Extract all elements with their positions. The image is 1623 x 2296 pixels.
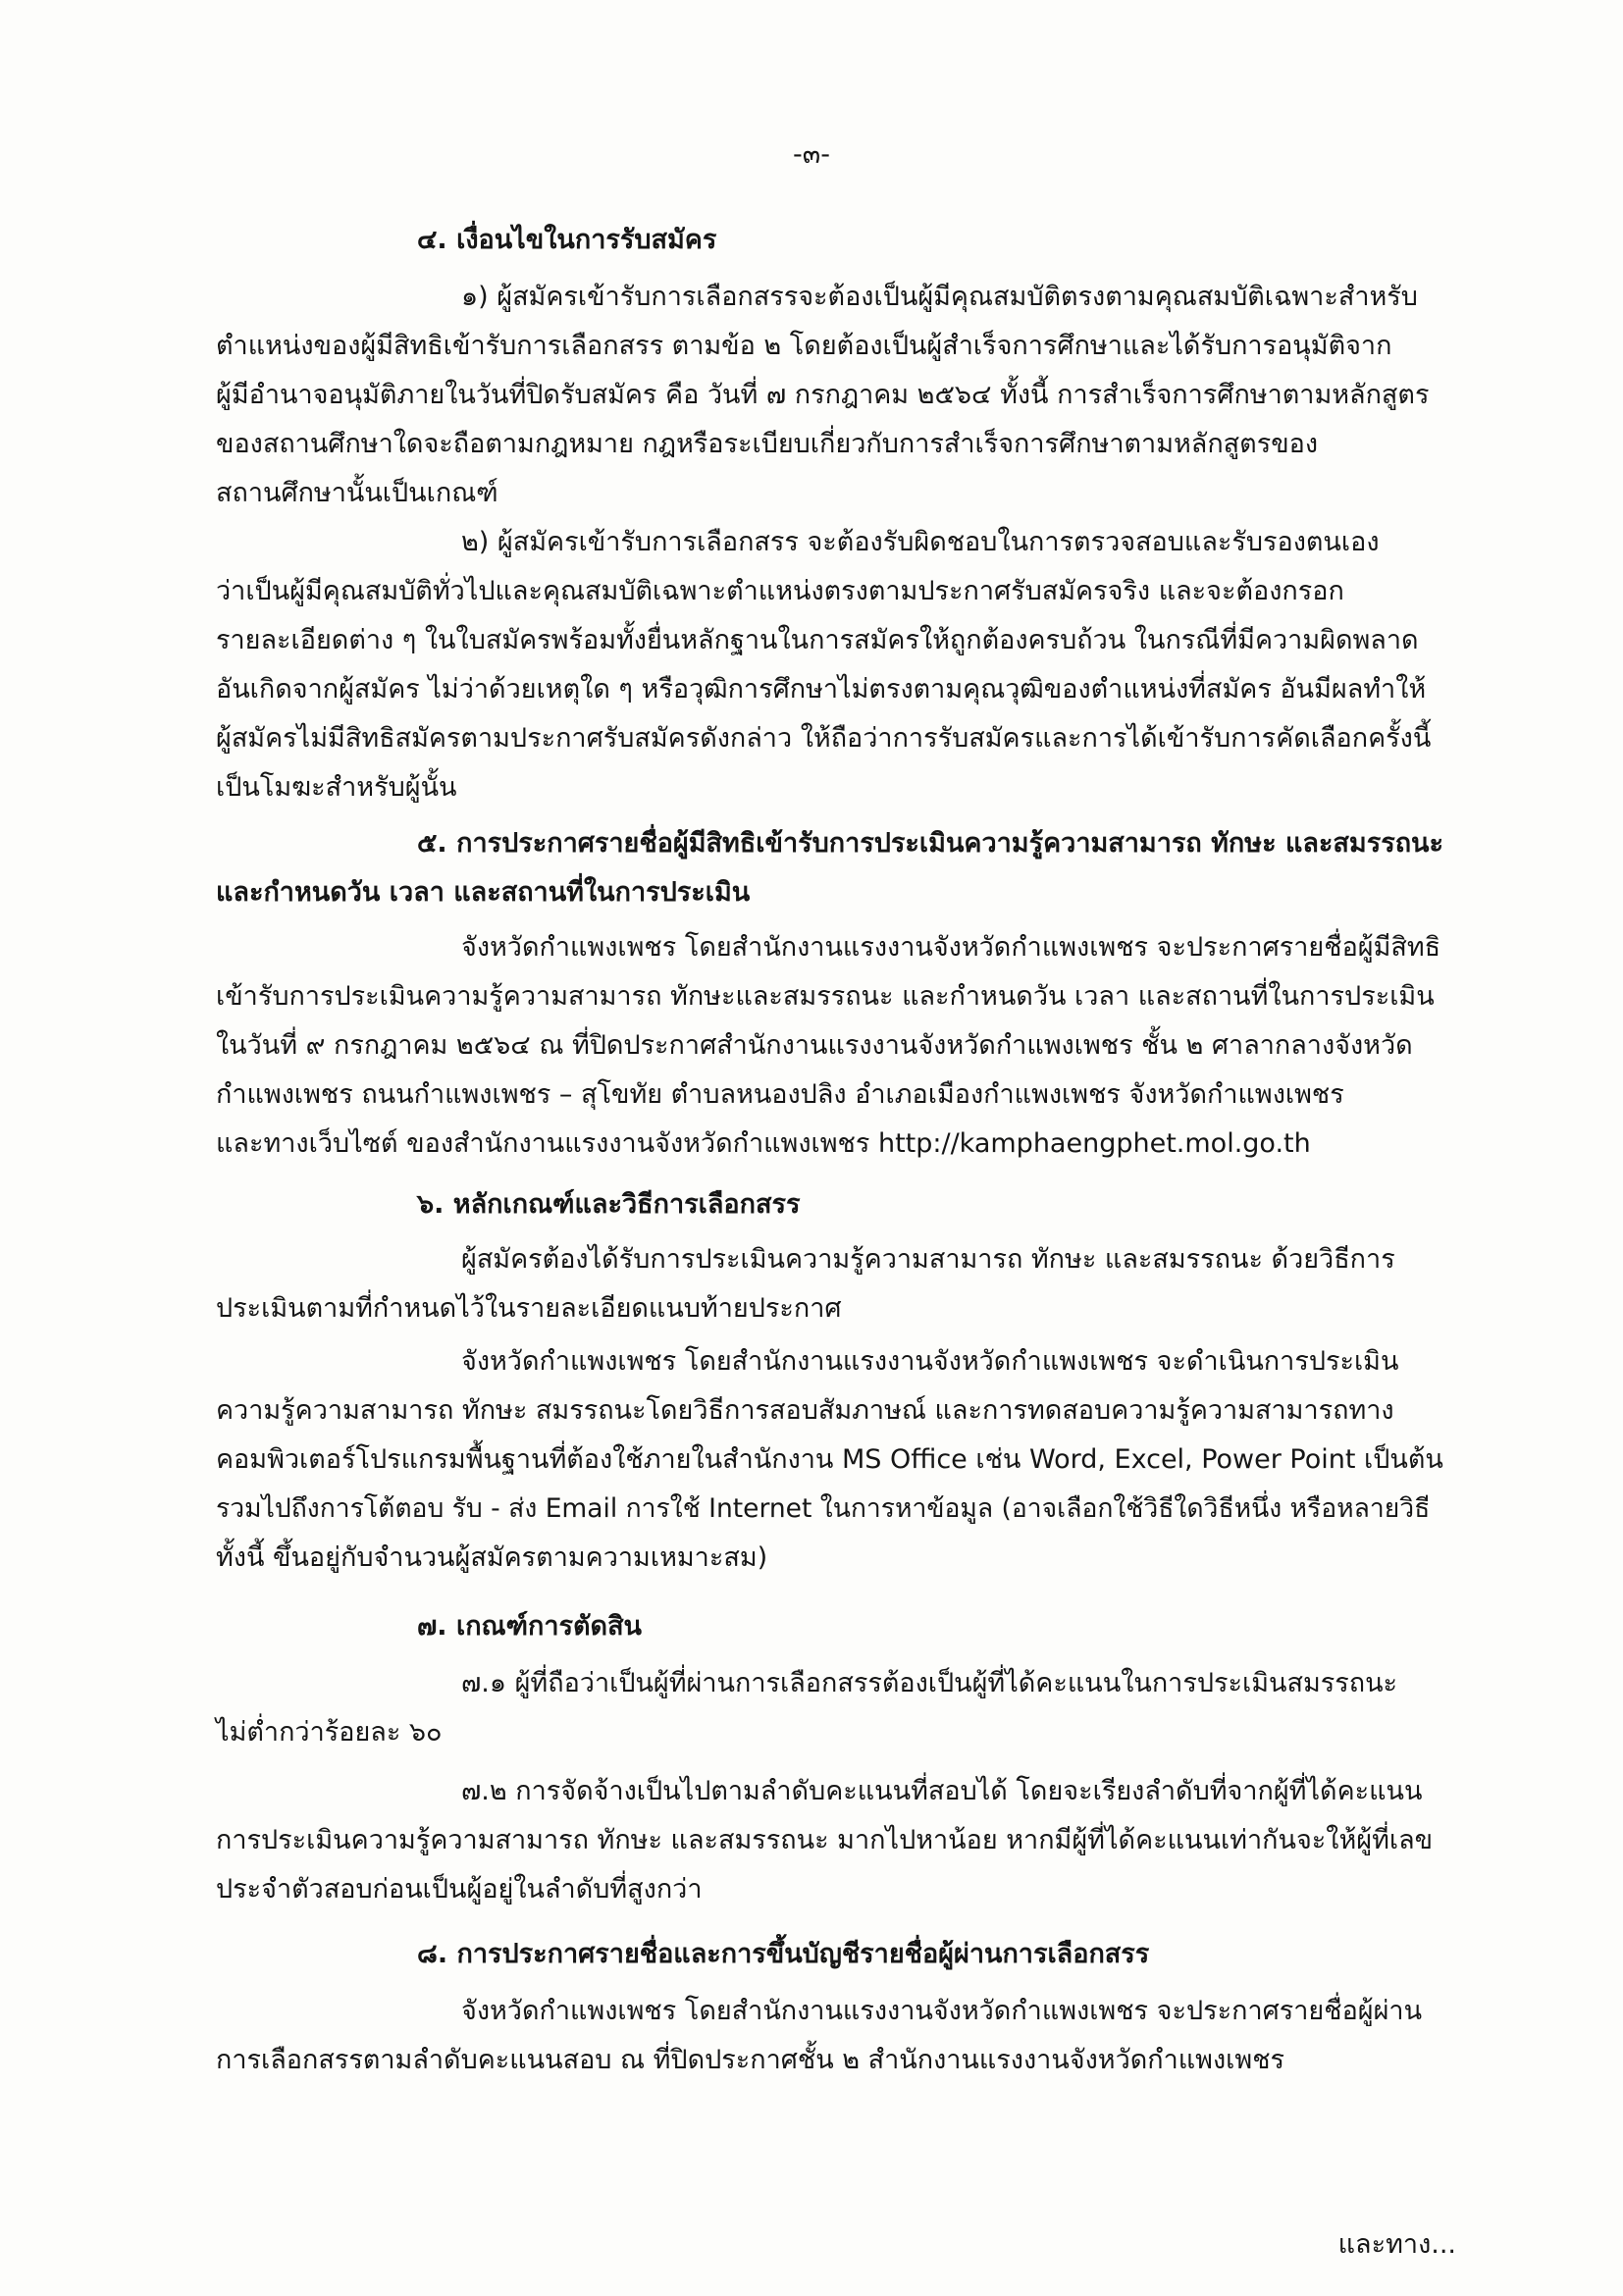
s4-p1-line3: ผู้มีอำนาจอนุมัติภายในวันที่ปิดรับสมัคร คือ วันที่ ๗ กรกฎาคม ๒๕๖๔ ทั้งนี้ การสำเร็จการศึกษาตามหลักสูตร: [216, 380, 1430, 410]
s4-p1-line5: สถานศึกษานั้นเป็นเกณฑ์: [216, 478, 498, 508]
s6-p2-line5: ทั้งนี้ ขึ้นอยู่กับจำนวนผู้สมัครตามความเหมาะสม): [216, 1542, 768, 1573]
s7-p2-line3: ประจำตัวสอบก่อนเป็นผู้อยู่ในลำดับที่สูงกว่า: [216, 1874, 703, 1905]
s6-p1-line2: ประเมินตามที่กำหนดไว้ในรายละเอียดแนบท้ายประกาศ: [216, 1293, 842, 1324]
page-number: -๓-: [793, 139, 830, 170]
s6-p2-line2: ความรู้ความสามารถ ทักษะ สมรรถนะโดยวิธีการสอบสัมภาษณ์ และการทดสอบความรู้ความสามารถทาง: [216, 1395, 1394, 1426]
section-4-heading: ๔. เงื่อนไขในการรับสมัคร: [417, 225, 717, 255]
s4-p1-line2: ตำแหน่งของผู้มีสิทธิเข้ารับการเลือกสรร ตามข้อ ๒ โดยต้องเป็นผู้สำเร็จการศึกษาและได้รับการอนุมัติจาก: [216, 331, 1392, 361]
s5-p1-line4: กำแพงเพชร ถนนกำแพงเพชร – สุโขทัย ตำบลหนองปลิง อำเภอเมืองกำแพงเพชร จังหวัดกำแพงเพชร: [216, 1079, 1344, 1110]
s4-p2-line5: ผู้สมัครไม่มีสิทธิสมัครตามประกาศรับสมัครดังกล่าว ให้ถือว่าการรับสมัครและการได้เข้ารับการคัดเลือกครั้งนี้: [216, 723, 1432, 754]
s5-p1-line2: เข้ารับการประเมินความรู้ความสามารถ ทักษะและสมรรถนะ และกำหนดวัน เวลา และสถานที่ในการประเมิน: [216, 981, 1435, 1012]
s6-p2-line3: คอมพิวเตอร์โปรแกรมพื้นฐานที่ต้องใช้ภายในสำนักงาน MS Office เช่น Word, Excel, Power Point เป็นต้น: [216, 1444, 1443, 1475]
s8-p1-line1: จังหวัดกำแพงเพชร โดยสำนักงานแรงงานจังหวัดกำแพงเพชร จะประกาศรายชื่อผู้ผ่าน: [461, 1996, 1423, 2026]
section-8-heading: ๘. การประกาศรายชื่อและการขึ้นบัญชีรายชื่อผู้ผ่านการเลือกสรร: [417, 1939, 1150, 1969]
s6-p2-line1: จังหวัดกำแพงเพชร โดยสำนักงานแรงงานจังหวัดกำแพงเพชร จะดำเนินการประเมิน: [461, 1346, 1399, 1377]
s4-p2-line3: รายละเอียดต่าง ๆ ในใบสมัครพร้อมทั้งยื่นหลักฐานในการสมัครให้ถูกต้องครบถ้วน ในกรณีที่มีความผิดพลาด: [216, 625, 1419, 655]
s4-p2-line1: ๒) ผู้สมัครเข้ารับการเลือกสรร จะต้องรับผิดชอบในการตรวจสอบและรับรองตนเอง: [461, 527, 1380, 557]
section-5-heading-line2: และกำหนดวัน เวลา และสถานที่ในการประเมิน: [216, 877, 751, 908]
s5-p1-line5: และทางเว็บไซต์ ของสำนักงานแรงงานจังหวัดกำแพงเพชร http://kamphaengphet.mol.go.th: [216, 1128, 1311, 1159]
s7-p2-line2: การประเมินความรู้ความสามารถ ทักษะ และสมรรถนะ มากไปหาน้อย หากมีผู้ที่ได้คะแนนเท่ากันจะให้ผู้ที่เลข: [216, 1825, 1434, 1855]
section-6-heading: ๖. หลักเกณฑ์และวิธีการเลือกสรร: [417, 1189, 801, 1220]
s5-p1-line1: จังหวัดกำแพงเพชร โดยสำนักงานแรงงานจังหวัดกำแพงเพชร จะประกาศรายชื่อผู้มีสิทธิ: [461, 932, 1441, 963]
s4-p1-line4: ของสถานศึกษาใดจะถือตามกฎหมาย กฎหรือระเบียบเกี่ยวกับการสำเร็จการศึกษาตามหลักสูตรของ: [216, 429, 1319, 459]
s7-p1-line2: ไม่ต่ำกว่าร้อยละ ๖๐: [216, 1717, 443, 1748]
s8-p1-line2: การเลือกสรรตามลำดับคะแนนสอบ ณ ที่ปิดประกาศชั้น ๒ สำนักงานแรงงานจังหวัดกำแพงเพชร: [216, 2045, 1285, 2075]
section-7-heading: ๗. เกณฑ์การตัดสิน: [417, 1611, 643, 1642]
section-5-heading: ๕. การประกาศรายชื่อผู้มีสิทธิเข้ารับการประเมินความรู้ความสามารถ ทักษะ และสมรรถนะ: [417, 828, 1444, 859]
s4-p2-line4: อันเกิดจากผู้สมัคร ไม่ว่าด้วยเหตุใด ๆ หรือวุฒิการศึกษาไม่ตรงตามคุณวุฒิของตำแหน่งที่สมัคร อันมีผลทำให้: [216, 674, 1427, 704]
s5-p1-line3: ในวันที่ ๙ กรกฎาคม ๒๕๖๔ ณ ที่ปิดประกาศสำนักงานแรงงานจังหวัดกำแพงเพชร ชั้น ๒ ศาลากลางจังหวัด: [216, 1030, 1413, 1061]
s7-p2-line1: ๗.๒ การจัดจ้างเป็นไปตามลำดับคะแนนที่สอบได้ โดยจะเรียงลำดับที่จากผู้ที่ได้คะแนน: [461, 1776, 1423, 1806]
s4-p2-line6: เป็นโมฆะสำหรับผู้นั้น: [216, 772, 457, 803]
s7-p1-line1: ๗.๑ ผู้ที่ถือว่าเป็นผู้ที่ผ่านการเลือกสรรต้องเป็นผู้ที่ได้คะแนนในการประเมินสมรรถนะ: [461, 1668, 1398, 1698]
continuation-footer: และทาง...: [1337, 2229, 1456, 2260]
s4-p2-line2: ว่าเป็นผู้มีคุณสมบัติทั่วไปและคุณสมบัติเฉพาะตำแหน่งตรงตามประกาศรับสมัครจริง และจะต้องกรอก: [216, 576, 1344, 606]
s4-p1-line1: ๑) ผู้สมัครเข้ารับการเลือกสรรจะต้องเป็นผู้มีคุณสมบัติตรงตามคุณสมบัติเฉพาะสำหรับ: [461, 282, 1418, 312]
s6-p1-line1: ผู้สมัครต้องได้รับการประเมินความรู้ความสามารถ ทักษะ และสมรรถนะ ด้วยวิธีการ: [461, 1244, 1395, 1275]
s6-p2-line4: รวมไปถึงการโต้ตอบ รับ - ส่ง Email การใช้ Internet ในการหาข้อมูล (อาจเลือกใช้วิธีใดวิธีหนึ่ง หรือหลายวิธี: [216, 1493, 1431, 1524]
